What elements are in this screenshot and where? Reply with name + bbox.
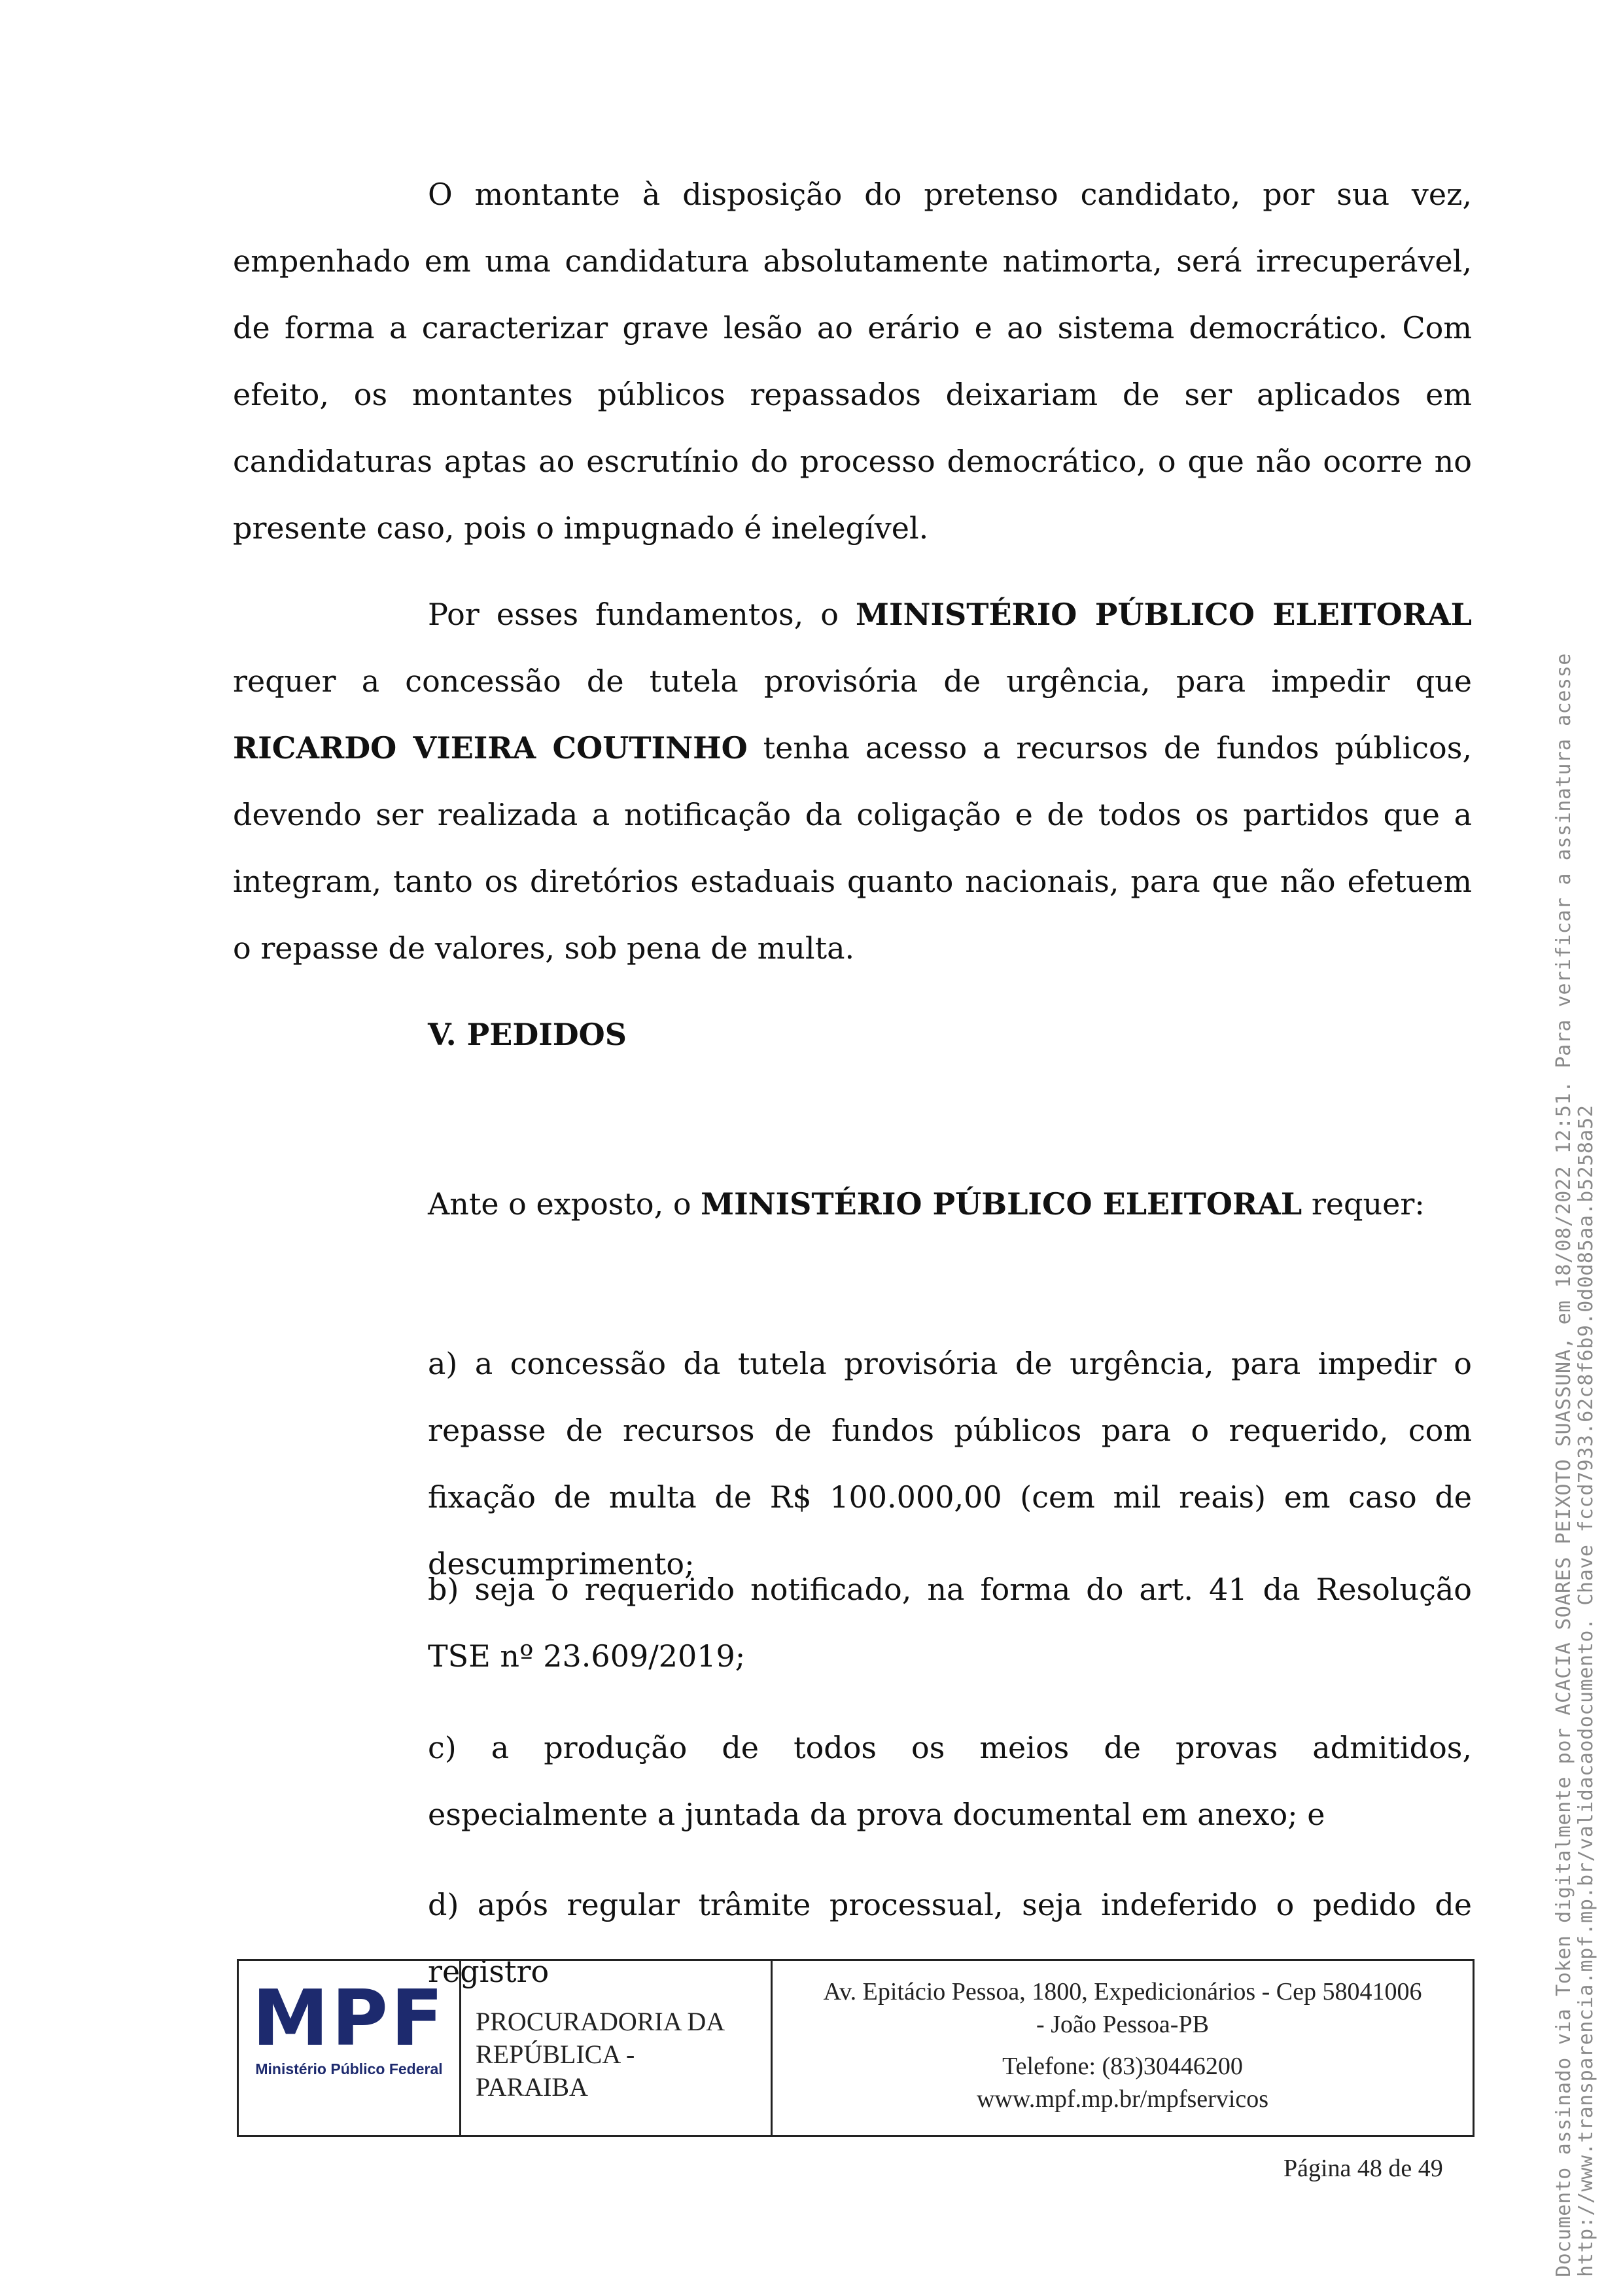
stamp-line: http://www.transparencia.mpf.mp.br/validacaodocumento. Chave fccd7933.62c8f6b9.0d0d85aa.b5258a52 (1575, 1104, 1597, 2277)
org-line: PROCURADORIA DA (476, 2007, 725, 2036)
request-item-a: a) a concessão da tutela provisória de urgência, para impedir o repasse de recursos de fundos públicos para o requerido, com fixação de multa de R$ 100.000,00 (cem mil reais) em caso de descumprimento; (428, 1346, 1472, 1581)
org-line: PARAIBA (476, 2072, 588, 2102)
address-line: Av. Epitácio Pessoa, 1800, Expedicionários - Cep 58041006 (823, 1978, 1422, 2005)
paragraph-fundamentos (233, 581, 1472, 981)
phone-line: Telefone: (83)30446200 (1002, 2053, 1243, 2080)
section-heading: V. PEDIDOS (428, 1017, 627, 1052)
paragraph-text: O montante à disposição do pretenso candidato, por sua vez, empenhado em uma candidatura absolutamente natimorta, será irrecuperável, de forma a caracterizar grave lesão ao erário e ao sistema democrático. Com efeito, os montantes públicos repassados deixariam de ser aplicados em candidaturas aptas ao escrutínio do processo democrático, o que não ocorre no presente caso, pois o impugnado é inelegível. (233, 177, 1472, 546)
org-name-bold: MINISTÉRIO PÚBLICO ELEITORAL (701, 1186, 1302, 1222)
stamp-line: Documento assinado via Token digitalmente por ACACIA SOARES PEIXOTO SUASSUNA, em 18/08/2022 12:51. Para verificar a assinatura acesse (1552, 653, 1575, 2277)
mpf-logo: MPF (252, 1973, 446, 2063)
signature-stamp (1553, 458, 1597, 2277)
page-number: Página 48 de 49 (1283, 2155, 1443, 2182)
request-item-c: c) a produção de todos os meios de provas admitidos, especialmente a juntada da prova documental em anexo; e (428, 1730, 1472, 1832)
text-run: tenha acesso a recursos de fundos públicos, devendo ser realizada a notificação da coligação e de todos os partidos que a integram, tanto os diretórios estaduais quanto nacionais, para que não efetuem o repasse de valores, sob pena de multa. (233, 730, 1472, 966)
website-line: www.mpf.mp.br/mpfservicos (976, 2085, 1269, 2113)
mpf-logo-cell (239, 1961, 461, 2135)
address-line: - João Pessoa-PB (1036, 2011, 1209, 2038)
org-name-bold: MINISTÉRIO PÚBLICO ELEITORAL (856, 597, 1472, 632)
text-run: Por esses fundamentos, o (428, 597, 856, 632)
defendant-name-bold: RICARDO VIEIRA COUTINHO (233, 730, 748, 766)
org-cell (461, 1961, 773, 2135)
paragraph-montante (233, 161, 1472, 561)
mpf-logo-subtitle: Ministério Público Federal (255, 2060, 443, 2077)
text-run: requer a concessão de tutela provisória de urgência, para impedir que (233, 663, 1472, 699)
org-line: REPÚBLICA - (476, 2040, 635, 2069)
text-run: requer: (1302, 1186, 1425, 1222)
paragraph-ante-exposto (428, 1171, 1472, 1237)
address-cell (773, 1961, 1473, 2135)
text-run: Ante o exposto, o (428, 1186, 701, 1222)
request-item-d: d) após regular trâmite processual, seja indeferido o pedido de registro (428, 1887, 1472, 1989)
footer-box (237, 1959, 1475, 2137)
request-item-b: b) seja o requerido notificado, na forma do art. 41 da Resolução TSE nº 23.609/2019; (428, 1572, 1472, 1674)
